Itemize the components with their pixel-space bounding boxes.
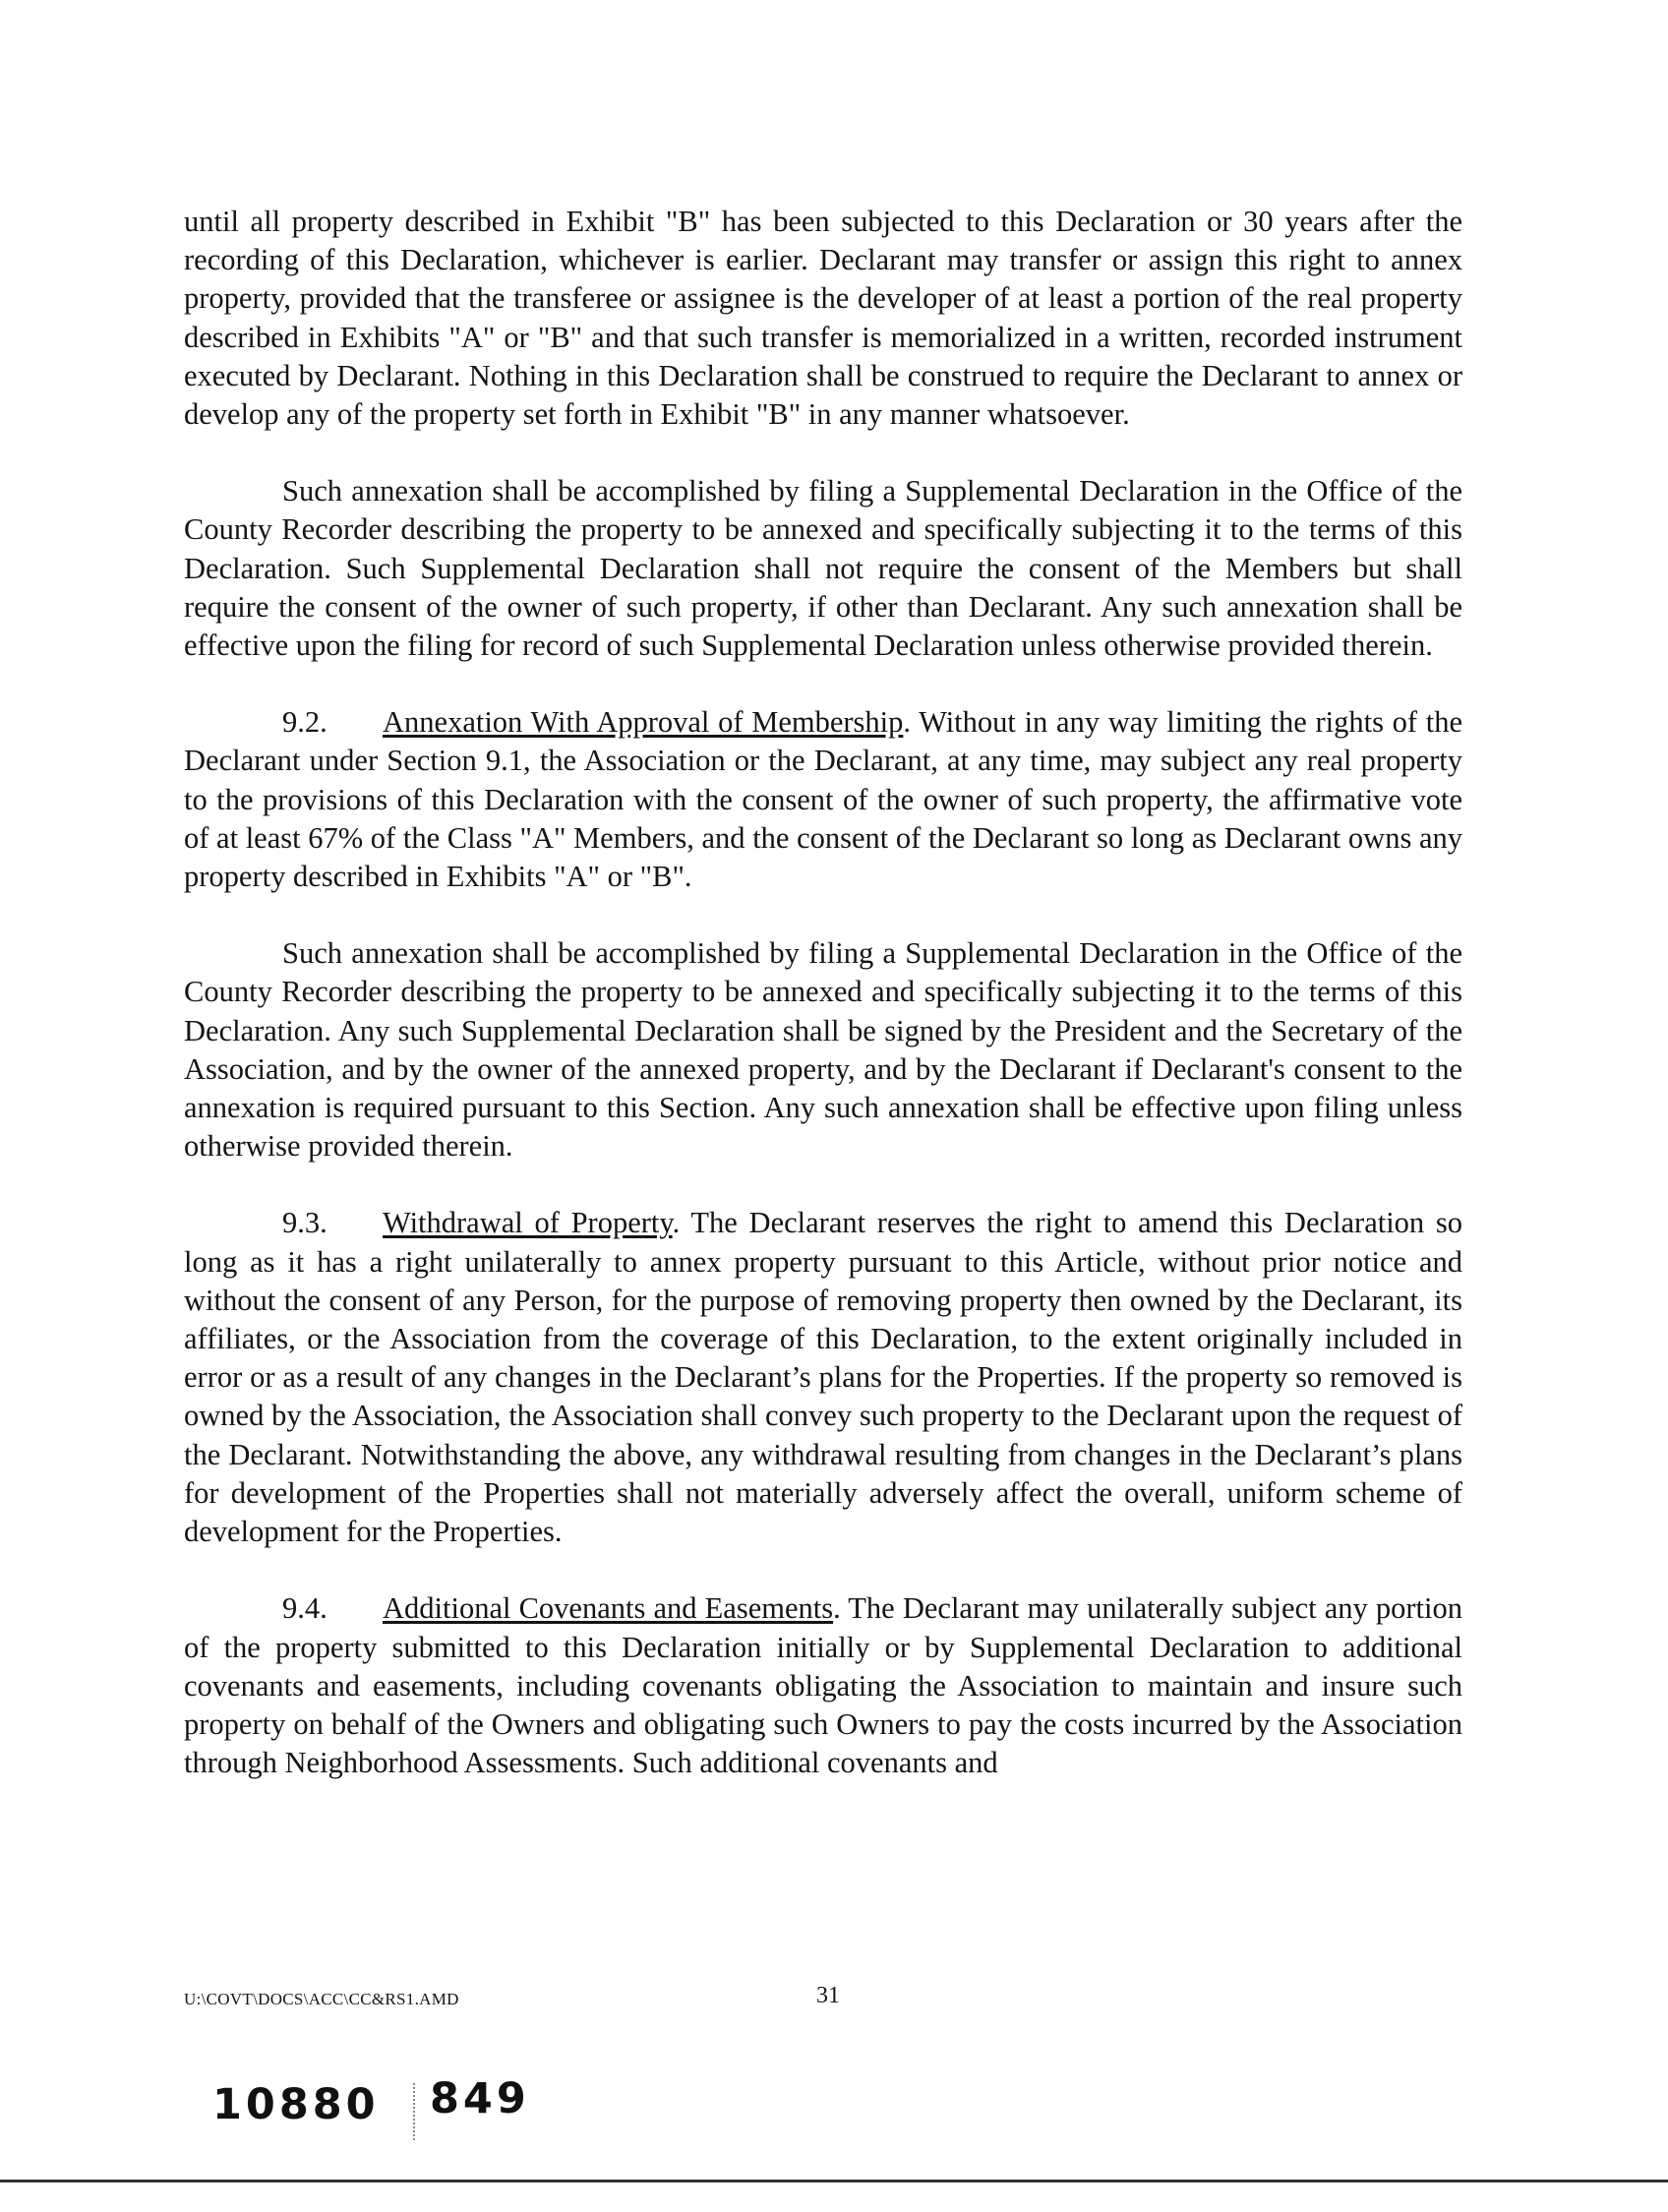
recording-book-number: 10880 <box>212 2080 380 2129</box>
section-number: 9.3. <box>282 1206 328 1240</box>
document-body <box>184 203 1462 1821</box>
footer-file-path: U:\COVT\DOCS\ACC\CC&RS1.AMD <box>184 1990 459 2008</box>
paragraph-annexation-continued: until all property described in Exhibit "B" has been subjected to this Declaration or 30 years after the recording of this Declaration, whichever is earlier. Declarant may transfer or assign this right to annex property, provided that the transferee or assignee is the developer of at least a portion of the real property described in Exhibits "A" or "B" and that such transfer is memorialized in a written, recorded instrument executed by Declarant. Nothing in this Declaration shall be construed to require the Declarant to annex or develop any of the property set forth in Exhibit "B" in any manner whatsoever. <box>184 205 1462 432</box>
section-title: Withdrawal of Property <box>383 1206 673 1240</box>
section-9-2 <box>184 703 1462 896</box>
paragraph-annexation-filing-signatures: Such annexation shall be accomplished by filing a Supplemental Declaration in the Office of the County Recorder describing the property to be annexed and specifically subjecting it to the terms of this Declaration. Any such Supplemental Declaration shall be signed by the President and the Secretary of the Association, and by the owner of the annexed property, and by the Declarant if Declarant's consent to the annexation is required pursuant to this Section. Any such annexation shall be effective upon filing unless otherwise provided therein. <box>184 936 1462 1164</box>
recording-page-number: 849 <box>430 2074 530 2123</box>
section-9-4 <box>184 1589 1462 1782</box>
section-number: 9.4. <box>282 1591 328 1626</box>
section-title: Additional Covenants and Easements <box>383 1591 834 1626</box>
stamp-separator <box>413 2083 423 2140</box>
bottom-rule <box>0 2180 1668 2182</box>
section-text: . Without in any way limiting the rights of the Declarant under Section 9.1, the Association or the Declarant, at any time, may subject any real property to the provisions of this Declaration with the consent of the owner of such property, the affirmative vote of at least 67% of the Class "A" Members, and the consent of the Declarant so long as Declarant owns any property described in Exhibits "A" or "B". <box>184 705 1462 894</box>
section-9-3 <box>184 1204 1462 1551</box>
section-text: . The Declarant reserves the right to amend this Declaration so long as it has a right unilaterally to annex property pursuant to this Article, without prior notice and without the consent of any Person, for the purpose of removing property then owned by the Declarant, its affiliates, or the Association from the coverage of this Declaration, to the extent originally included in error or as a result of any changes in the Declarant’s plans for the Properties. If the property so removed is owned by the Association, the Association shall convey such property to the Declarant upon the request of the Declarant. Notwithstanding the above, any withdrawal resulting from changes in the Declarant’s plans for development of the Properties shall not materially adversely affect the overall, uniform scheme of development for the Properties. <box>184 1206 1463 1549</box>
section-title: Annexation With Approval of Membership <box>383 705 904 740</box>
section-text: . The Declarant may unilaterally subject any portion of the property submitted to this Declaration initially or by Supplemental Declaration to additional covenants and easements, including covenants obligating the Association to maintain and insure such property on behalf of the Owners and obligating such Owners to pay the costs incurred by the Association through Neighborhood Assessments. Such additional covenants and <box>184 1591 1462 1780</box>
page-number: 31 <box>816 1983 840 2008</box>
paragraph-annexation-filing: Such annexation shall be accomplished by filing a Supplemental Declaration in the Office of the County Recorder describing the property to be annexed and specifically subjecting it to the terms of this Declaration. Such Supplemental Declaration shall not require the consent of the Members but shall require the consent of the owner of such property, if other than Declarant. Any such annexation shall be effective upon the filing for record of such Supplemental Declaration unless otherwise provided therein. <box>184 474 1462 663</box>
section-number: 9.2. <box>282 705 328 740</box>
